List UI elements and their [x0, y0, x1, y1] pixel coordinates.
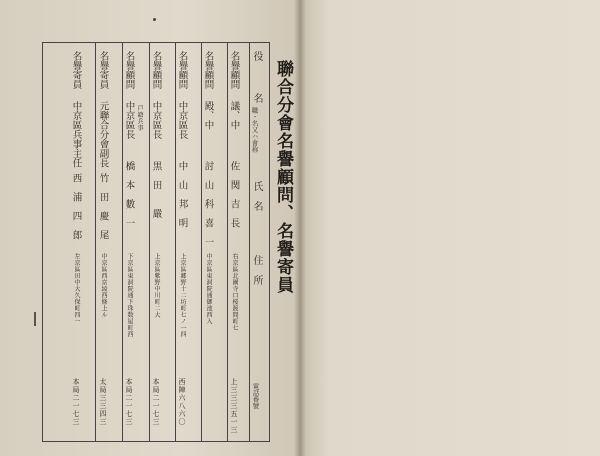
row-address: 中京區西京綾西條上ル — [100, 253, 107, 318]
column-divider — [201, 43, 202, 441]
row-affiliation-note: 戸籍兵事 — [136, 105, 143, 131]
row-affiliation: 中京區兵事主任 — [70, 101, 82, 168]
row-role: 名譽顧問 — [150, 51, 162, 89]
row-affiliation: 議、中 — [228, 101, 240, 130]
row-name: 中 山 邦 明 — [176, 161, 188, 228]
row-role: 名譽顧問 — [228, 51, 240, 89]
row-affiliation: 元聯合分會副長 — [97, 101, 109, 168]
row-phone: 上三三三五一三 — [230, 378, 238, 434]
margin-mark — [34, 312, 36, 326]
row-role: 名譽寄員 — [97, 51, 109, 89]
book-gutter — [294, 0, 306, 456]
page-title: 聯合分會名譽顧問、名譽寄員 — [273, 60, 293, 294]
row-name: 討 山 科 喜 一 — [202, 161, 214, 247]
row-phone: 西陣六八六〇 — [178, 378, 186, 426]
header-affiliation-note: 職・名又ハ會称 — [250, 107, 259, 153]
column-divider — [149, 43, 150, 441]
row-address: 上京區紫野中川町二大 — [153, 253, 160, 318]
row-phone: 本局二一七三 — [125, 378, 133, 426]
row-phone: 本局二一七三 — [152, 378, 160, 426]
row-name: 佐 関 吉 長 — [228, 161, 240, 228]
header-name: 氏 名 — [251, 181, 262, 211]
row-name: 竹 田 慶 尾 — [97, 173, 109, 240]
row-address: 左京區田中大久保町四一 — [73, 253, 80, 325]
column-divider — [175, 43, 176, 441]
row-phone: 本局二一七三 — [72, 378, 80, 426]
header-role: 役 — [251, 51, 262, 61]
row-role: 名譽顧問 — [123, 51, 135, 89]
right-page — [300, 0, 600, 456]
row-role: 名譽顧問 — [176, 51, 188, 89]
row-affiliation: 中京區長 — [176, 101, 188, 139]
row-name: 黒 田 嚴 — [150, 161, 162, 218]
header-address: 住 所 — [251, 255, 262, 285]
column-divider — [227, 43, 228, 441]
roster-table — [42, 42, 270, 442]
column-divider — [249, 43, 250, 441]
page-speck — [153, 18, 156, 21]
row-address: 右京區北園寺口桜渡間町七 — [231, 253, 238, 331]
row-address: 上京區郷野十二坊町七ノ一四 — [179, 253, 186, 338]
row-affiliation: 中京區長 — [123, 101, 135, 139]
row-name: 橋 本 數 一 — [123, 161, 135, 228]
column-divider — [95, 43, 96, 441]
row-role: 名譽顧問 — [202, 51, 214, 89]
column-divider — [122, 43, 123, 441]
row-affiliation: 中京區長 — [150, 101, 162, 139]
row-address: 中京區東洞院通御池西入 — [205, 253, 212, 325]
row-address: 下京區東洞院通下珠数屋町西 — [126, 253, 133, 338]
header-phone: 電話番號 — [251, 383, 260, 409]
row-affiliation: 殿、中 — [202, 101, 214, 130]
row-phone: 太局三三四三 — [99, 378, 107, 426]
header-affiliation: 名 — [251, 93, 262, 103]
row-role: 名譽寄員 — [70, 51, 82, 89]
row-name: 西 浦 四 郎 — [70, 173, 82, 240]
